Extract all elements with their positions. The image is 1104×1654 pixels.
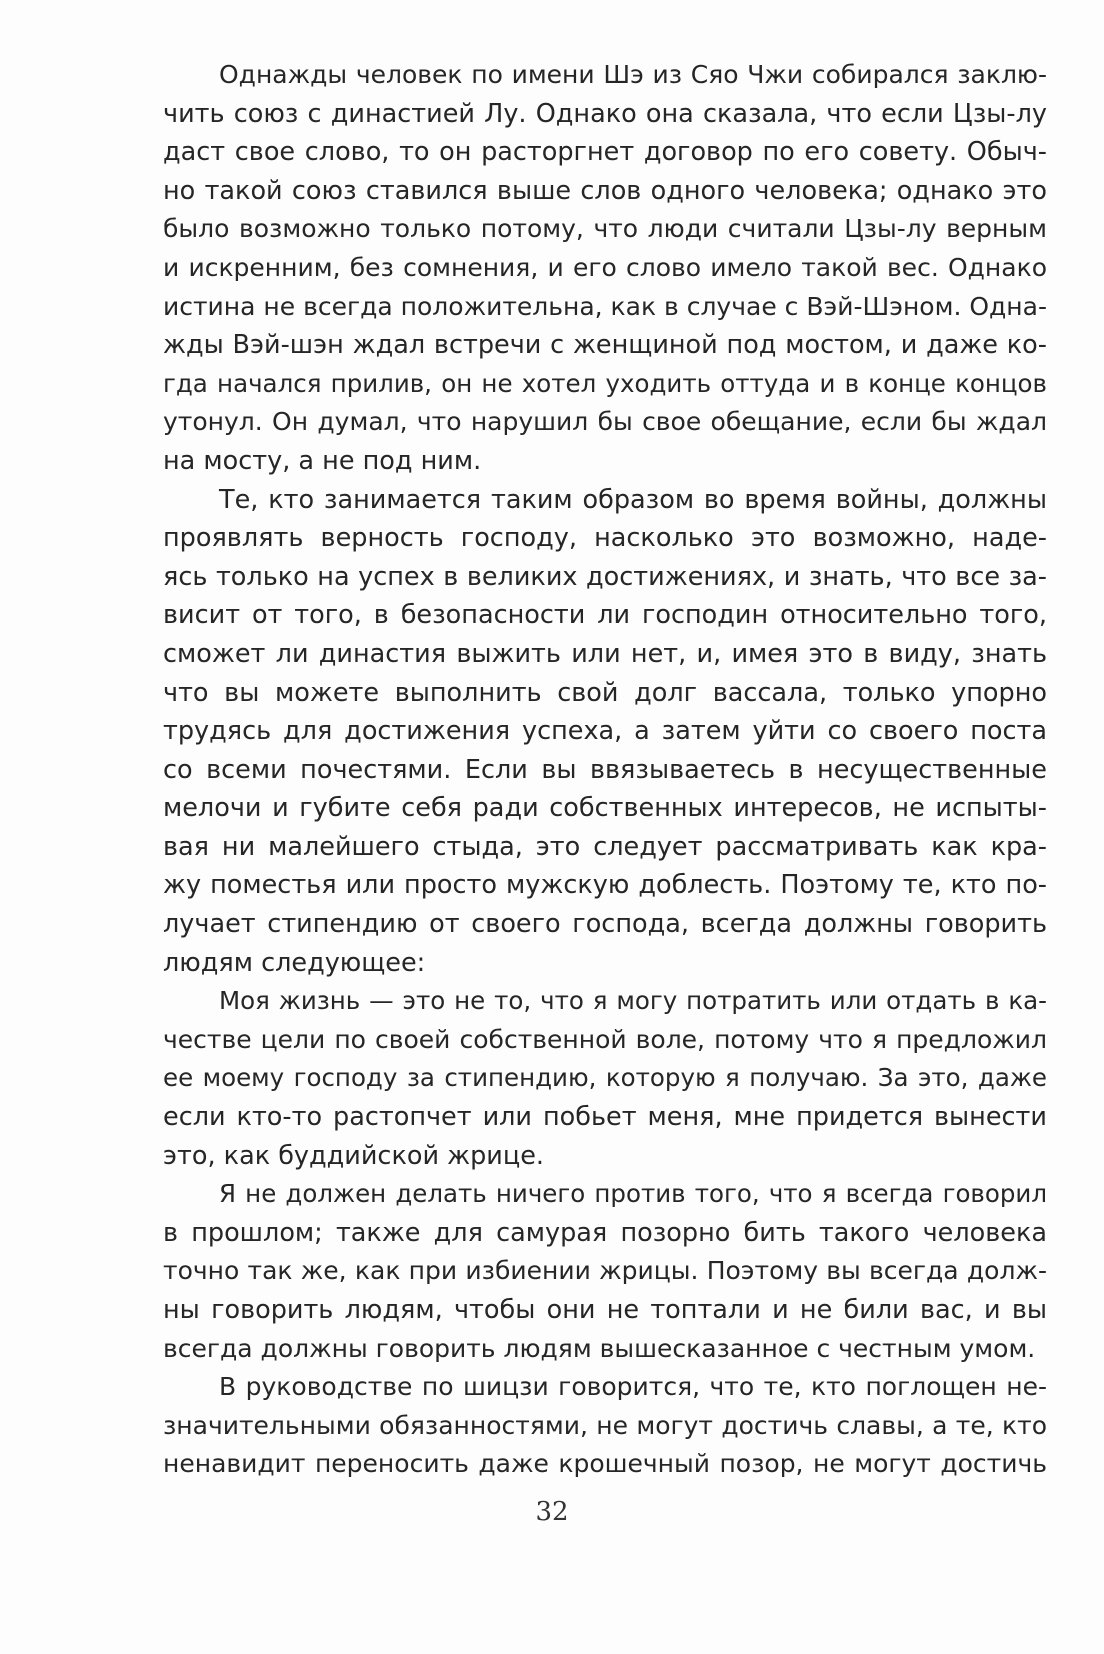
text-line: честве цели по своей собственной воле, потому что я предложил [163,1024,1047,1054]
text-line: лучает стипендию от своего господа, всегда должны говорить [163,909,1047,940]
text-line: жды Вэй-шэн ждал встречи с женщиной под мостом, и даже ко- [163,330,1047,361]
text-line: даст свое слово, то он расторгнет договор по его совету. Обыч- [163,137,1047,168]
paragraph-2 [163,481,1047,983]
text-line: это, как буддийской жрице. [163,1140,545,1171]
text-line: сможет ли династия выжить или нет, и, имея это в виду, знать [163,638,1047,669]
text-line: но такой союз ставился выше слов одного человека; однако это [163,175,1047,206]
paragraph-4 [163,1175,1047,1368]
text-line: Те, кто занимается таким образом во время войны, должны [219,484,1047,515]
text-line: всегда должны говорить людям вышесказанное с честным умом. [163,1333,1036,1363]
text-line: жу поместья или просто мужскую доблесть. Поэтому те, кто по- [163,870,1047,901]
text-line: В руководстве по шицзи говорится, что те, кто поглощен не- [219,1372,1047,1402]
text-line: в прошлом; также для самурая позорно бить такого человека [163,1217,1047,1248]
body-text [163,56,1047,1484]
text-line: ненавидит переносить даже крошечный позор, не могут достичь [163,1449,1047,1479]
text-line: Моя жизнь — это не то, что я могу потратить или отдать в ка- [219,986,1047,1016]
text-line: что вы можете выполнить свой долг вассала, только упорно [163,677,1047,708]
text-line: ее моему господу за стипендию, которую я получаю. За это, даже [163,1063,1047,1093]
text-line: мелочи и губите себя ради собственных интересов, не испыты- [163,793,1047,824]
paragraph-5 [163,1368,1047,1484]
text-line: Однажды человек по имени Шэ из Сяо Чжи собирался заклю- [219,60,1047,89]
text-line: ны говорить людям, чтобы они не топтали и не били вас, и вы [163,1295,1047,1325]
text-line: проявлять верность господу, насколько это возможно, наде- [163,523,1047,554]
text-line: истина не всегда положительна, как в случае с Вэй-Шэном. Одна- [163,291,1047,321]
text-line: ясь только на успех в великих достижениях, и знать, что все за- [163,561,1047,592]
paragraph-3 [163,982,1047,1175]
text-line: со всеми почестями. Если вы ввязываетесь в несущественные [163,754,1047,785]
text-line: точно так же, как при избиении жрицы. Поэтому вы всегда долж- [163,1256,1047,1286]
text-line: было возможно только потому, что люди считали Цзы-лу верным [163,214,1047,244]
paragraph-1 [163,56,1047,481]
text-line: Я не должен делать ничего против того, что я всегда говорил [219,1179,1047,1209]
text-line: значительными обязанностями, не могут достичь славы, а те, кто [163,1410,1047,1440]
text-line: и искренним, без сомнения, и его слово имело такой вес. Однако [163,252,1047,282]
page-number: 32 [535,1497,569,1527]
text-line: утонул. Он думал, что нарушил бы свое обещание, если бы ждал [163,407,1047,437]
text-line: гда начался прилив, он не хотел уходить оттуда и в конце концов [163,368,1047,398]
text-line: людям следующее: [163,947,426,978]
text-line: трудясь для достижения успеха, а затем уйти со своего поста [163,716,1047,747]
text-line: висит от того, в безопасности ли господин относительно того, [163,600,1047,631]
text-line: чить союз с династией Лу. Однако она сказала, что если Цзы-лу [163,98,1047,129]
text-line: если кто-то растопчет или побьет меня, мне придется вынести [163,1102,1047,1133]
text-line: на мосту, а не под ним. [163,445,482,476]
text-line: вая ни малейшего стыда, это следует рассматривать как кра- [163,831,1047,862]
